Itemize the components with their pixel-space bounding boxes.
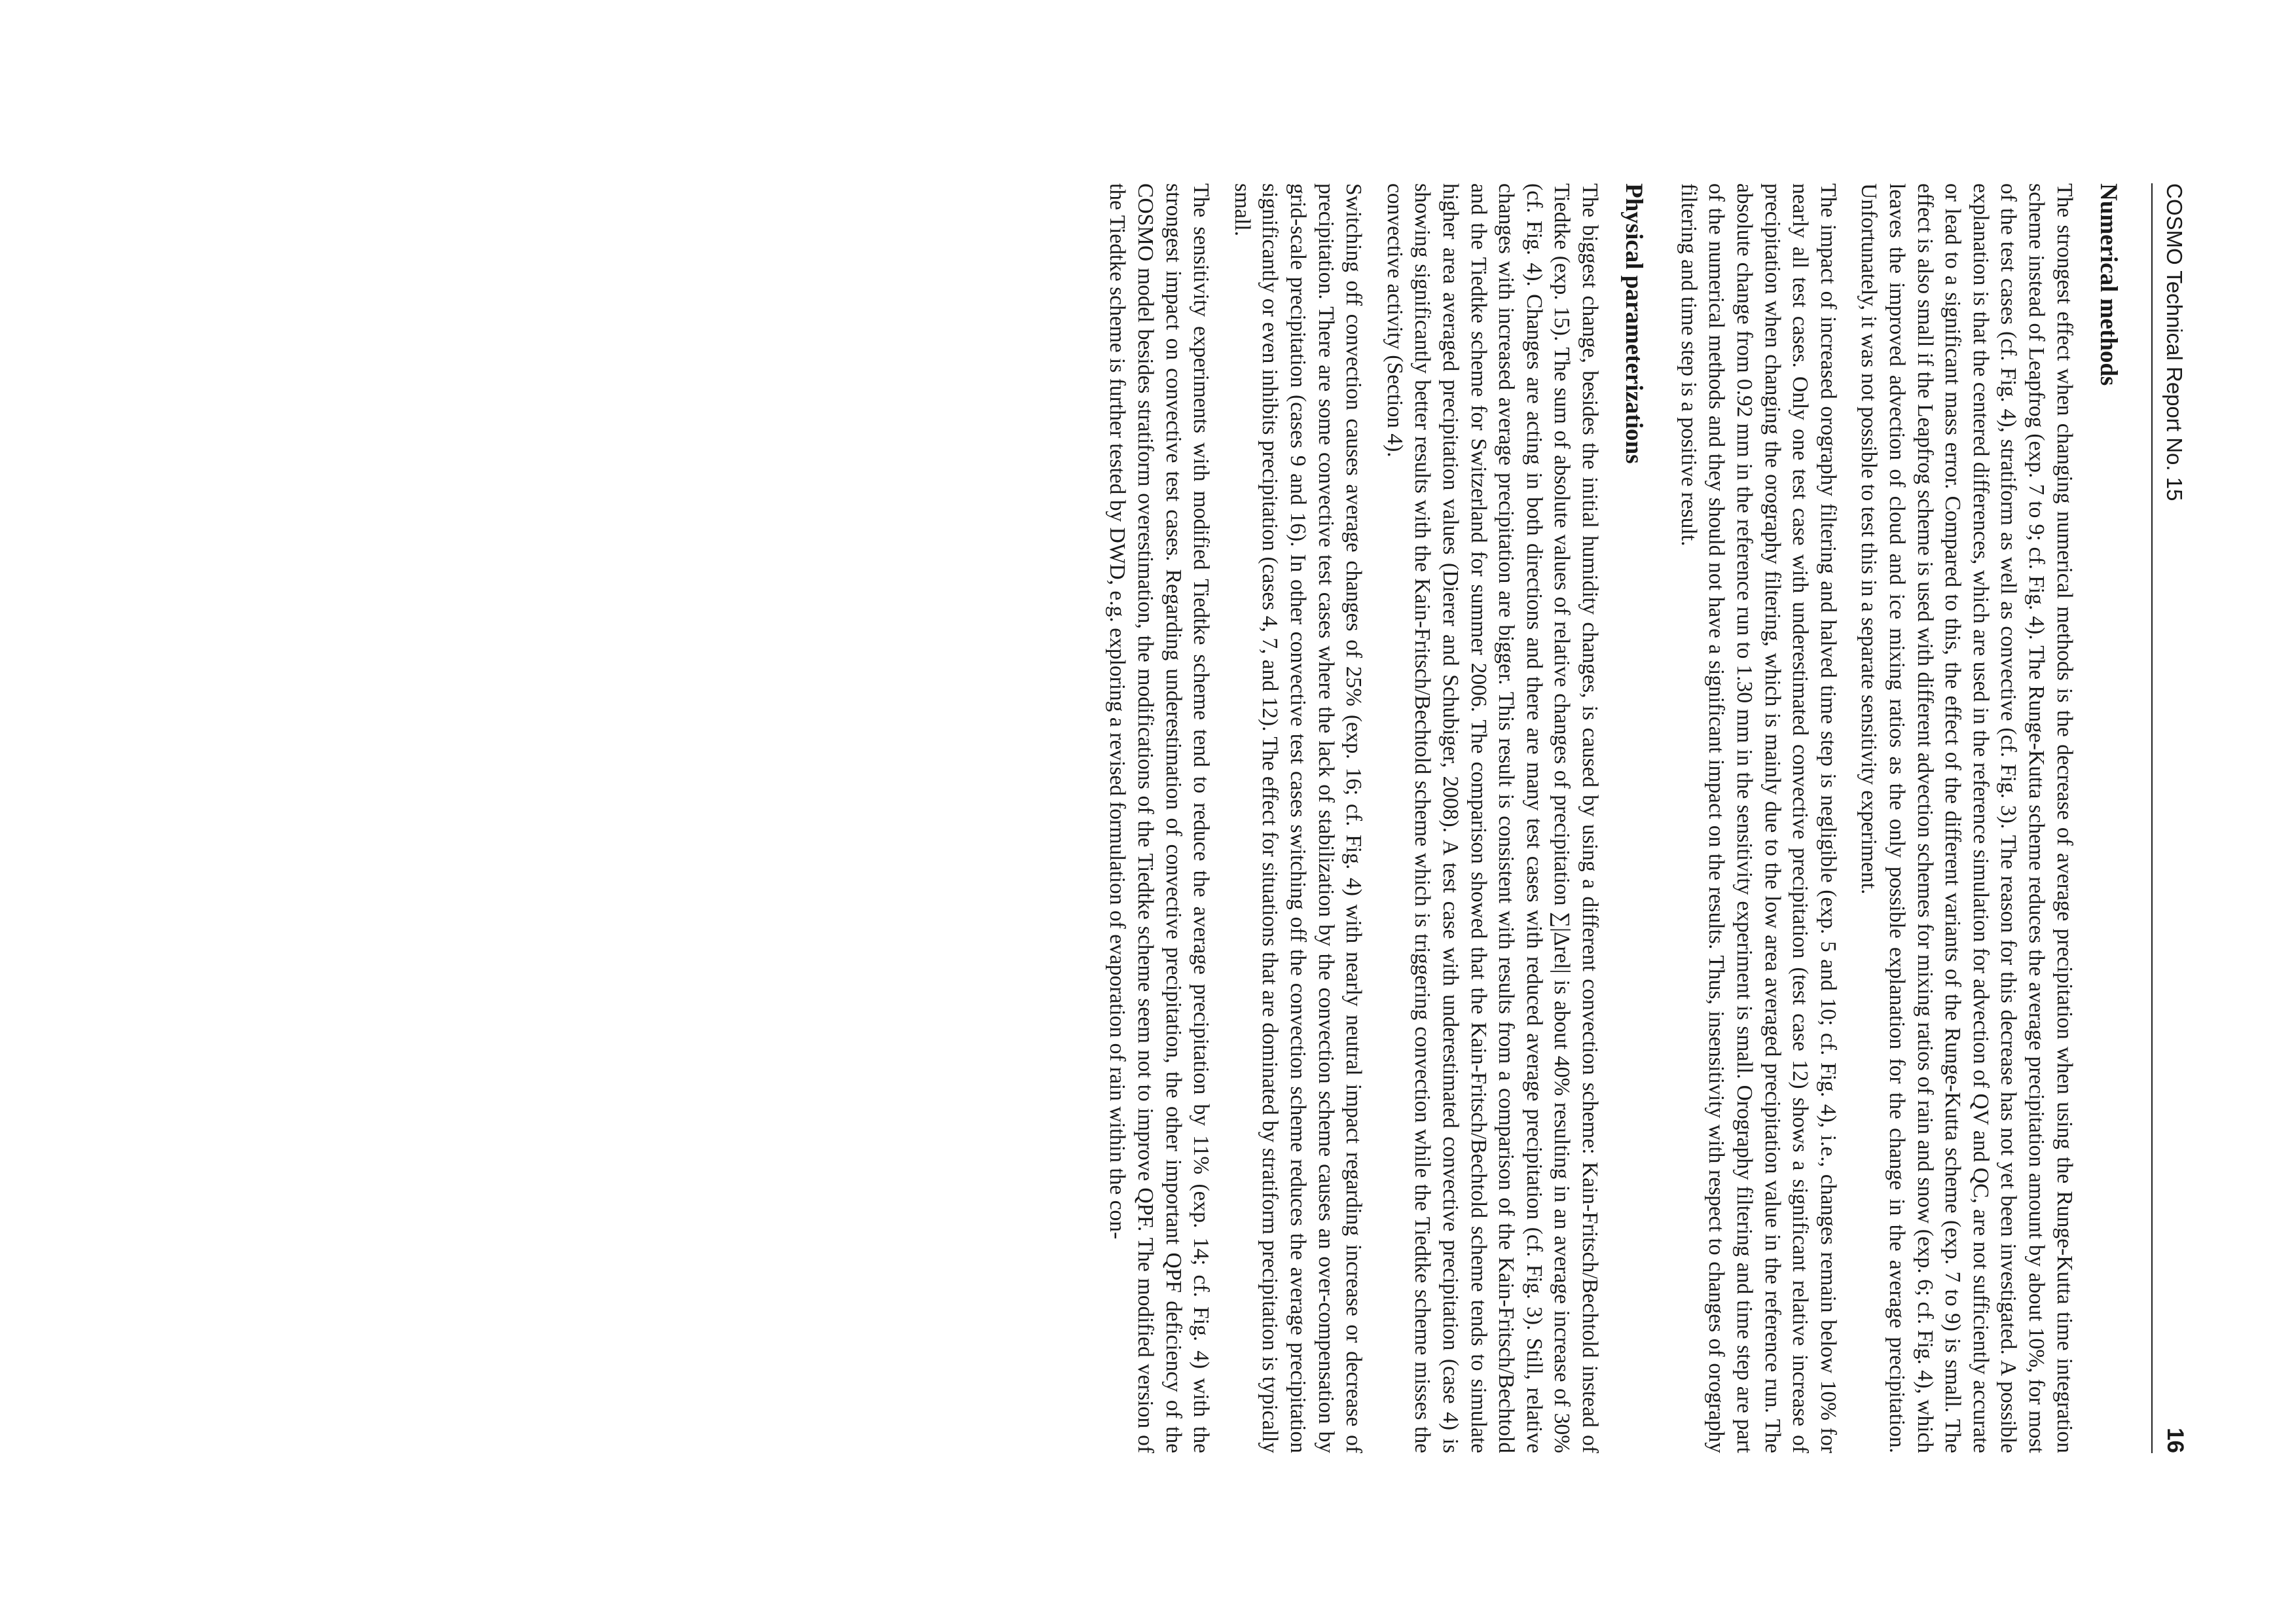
document-page <box>148 183 2191 1453</box>
body-text <box>1090 183 2122 1453</box>
paragraph: The strongest effect when changing numerical methods is the decrease of average precipitation when using the Runge-Kutta time integration scheme instead of Leapfrog (exp. 7 to 9; cf. Fig. 4). The Runge-Kutta scheme reduces the average precipitation amount by about 10%, for most of the test cases (cf. Fig. 4), stratiform as well as convective (cf. Fig. 3). The reason for this decrease has not yet been investigated. A possible explanation is that the centered differences, which are used in the reference simulation for advection of QV and QC, are not sufficiently accurate or lead to a significant mass error. Compared to this, the effect of the different variants of the Runge-Kutta scheme (exp. 7 to 9) is small. The effect is also small if the Leapfrog scheme is used with different advection schemes for mixing ratios of rain and snow (exp. 6; cf. Fig. 4), which leaves the improved advection of cloud and ice mixing ratios as the only possible explanation for the change in the average precipitation. Unfortunately, it was not possible to test this in a separate sensitivity experiment. <box>1857 183 2077 1453</box>
page-number: 16 <box>2162 1428 2188 1453</box>
paragraph: The sensitivity experiments with modified Tiedtke scheme tend to reduce the average precipitation by 11% (exp. 14; cf. Fig. 4) with the strongest impact on convective test cases. Regarding underestimation of convective precipitation, the other important QPF deficiency of the COSMO model besides stratiform overestimation, the modifications of the Tiedtke scheme seem not to improve QPF. The modified version of the Tiedtke scheme is further tested by DWD, e.g. exploring a revised formulation of evaporation of rain within the con- <box>1105 183 1214 1453</box>
paragraph: The impact of increased orography filtering and halved time step is negligible (exp. 5 and 10; cf. Fig. 4), i.e., changes remain below 10% for nearly all test cases. Only one test case with underestimated convective precipitation (test case 12) shows a significant relative increase of precipitation when changing the orography filtering, which is mainly due to the low area averaged precipitation value in the reference run. The absolute change from 0.92 mm in the reference run to 1.30 mm in the sensitivity experiment is small. Orography filtering and time step are part of the numerical methods and they should not have a significant impact on the results. Thus, insensitivity with respect to changes of orography filtering and time step is a positive result. <box>1676 183 1840 1453</box>
paragraph: Switching off convection causes average changes of 25% (exp. 16; cf. Fig. 4) with nearly neutral impact regarding increase or decrease of precipitation. There are some convective test cases where the lack of stabilization by the convection scheme causes an over-compensation by grid-scale precipitation (cases 9 and 16). In other convective test cases switching off the convection scheme reduces the average precipitation significantly or even inhibits precipitation (cases 4, 7, and 12). The effect for situations that are dominated by stratiform precipitation is typically small. <box>1229 183 1366 1453</box>
paragraph: The biggest change, besides the initial humidity changes, is caused by using a different convection scheme: Kain-Fritsch/Bechtold instead of Tiedtke (exp. 15). The sum of absolute values of relative changes of precipitation ∑|Δrel| is about 40% resulting in an average increase of 30% (cf. Fig. 4). Changes are acting in both directions and there are many test cases with reduced average precipitation (cf. Fig. 3). Still, relative changes with increased average precipitation are bigger. This result is consistent with results from a comparison of the Kain-Fritsch/Bechtold and the Tiedtke scheme for Switzerland for summer 2006. The comparison showed that the Kain-Fritsch/Bechtold scheme tends to simulate higher area averaged precipitation values (Dierer and Schubiger, 2008). A test case with underestimated convective precipitation (case 4) is showing significantly better results with the Kain-Fritsch/Bechtold scheme which is triggering convection while the Tiedtke scheme misses the convective activity (Section 4). <box>1382 183 1602 1453</box>
section-heading-physical-parameterizations: Physical parameterizations <box>1620 183 1648 464</box>
section-heading-numerical-methods: Numerical methods <box>2095 183 2122 386</box>
running-header <box>2151 183 2191 1453</box>
report-title: COSMO Technical Report No. 15 <box>2162 183 2187 501</box>
